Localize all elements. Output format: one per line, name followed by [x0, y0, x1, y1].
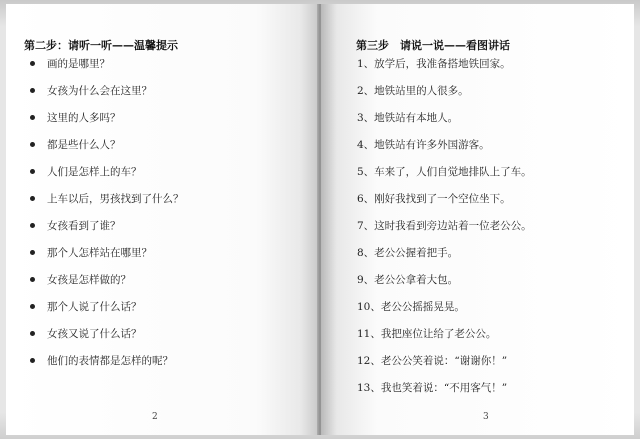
- story-line: 6、刚好我找到了一个空位坐下。: [357, 193, 511, 205]
- story-line: 2、地铁站里的人很多。: [357, 85, 469, 97]
- bullet-icon: [30, 142, 35, 147]
- bullet-icon: [30, 61, 35, 66]
- story-line: 9、老公公拿着大包。: [357, 274, 459, 286]
- bullet-icon: [30, 277, 35, 282]
- bullet-icon: [30, 304, 35, 309]
- bullet-icon: [30, 196, 35, 201]
- story-line: 4、地铁站有许多外国游客。: [357, 139, 490, 151]
- bullet-icon: [30, 250, 35, 255]
- bullet-icon: [30, 88, 35, 93]
- page-number: 3: [483, 412, 489, 422]
- question-text: 上车以后，男孩找到了什么？: [47, 193, 184, 205]
- question-text: 人们是怎样上的车？: [47, 166, 142, 178]
- bullet-icon: [30, 169, 35, 174]
- left-page-heading: 第二步：请听一听——温馨提示: [24, 39, 178, 52]
- bullet-icon: [30, 115, 35, 120]
- bullet-icon: [30, 331, 35, 336]
- question-text: 那个人说了什么话？: [47, 301, 142, 313]
- question-text: 女孩看到了谁？: [47, 220, 121, 232]
- right-page: [321, 4, 634, 435]
- bullet-icon: [30, 223, 35, 228]
- page-number: 2: [152, 412, 158, 422]
- question-text: 那个人怎样站在哪里？: [47, 247, 152, 259]
- question-text: 女孩为什么会在这里？: [47, 85, 152, 97]
- question-text: 这里的人多吗？: [47, 112, 121, 124]
- story-line: 10、老公公摇摇晃晃。: [357, 301, 465, 313]
- question-text: 画的是哪里？: [47, 58, 110, 70]
- right-page-heading: 第三步 请说一说——看图讲话: [356, 39, 510, 52]
- story-line: 1、放学后，我准备搭地铁回家。: [357, 58, 511, 70]
- question-text: 女孩又说了什么话？: [47, 328, 142, 340]
- question-text: 都是些什么人？: [47, 139, 121, 151]
- story-line: 13、我也笑着说：“不用客气！”: [357, 382, 508, 394]
- story-line: 11、我把座位让给了老公公。: [357, 328, 497, 340]
- question-text: 女孩是怎样做的？: [47, 274, 131, 286]
- story-line: 8、老公公握着把手。: [357, 247, 459, 259]
- left-page: [6, 4, 319, 435]
- story-line: 7、这时我看到旁边站着一位老公公。: [357, 220, 532, 232]
- bullet-icon: [30, 358, 35, 363]
- story-line: 5、车来了，人们自觉地排队上了车。: [357, 166, 532, 178]
- story-line: 3、地铁站有本地人。: [357, 112, 459, 124]
- story-line: 12、老公公笑着说：“谢谢你！”: [357, 355, 508, 367]
- question-text: 他们的表情都是怎样的呢？: [47, 355, 173, 367]
